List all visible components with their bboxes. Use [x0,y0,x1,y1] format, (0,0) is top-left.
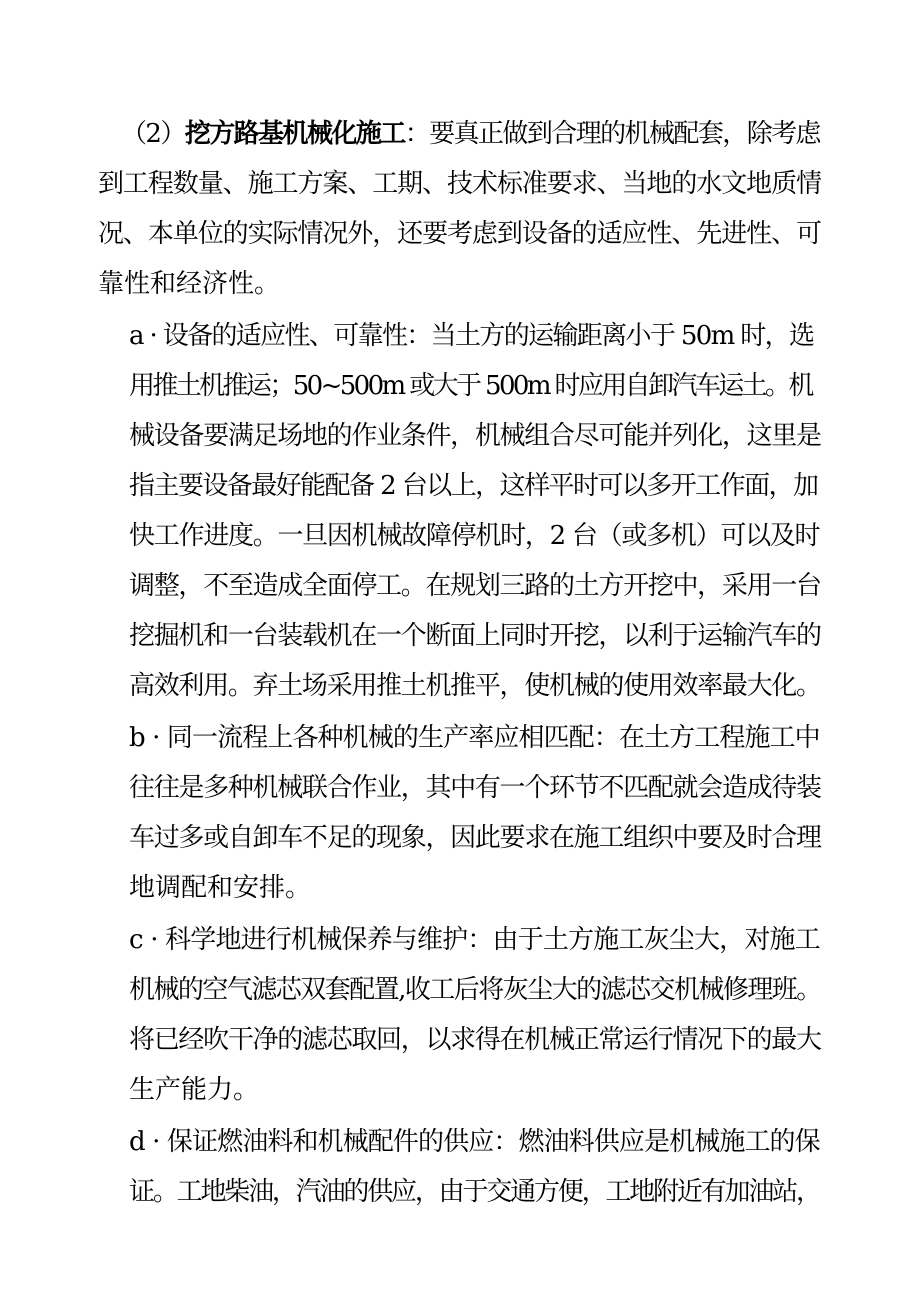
section2-heading: 挖方路基机械化施工 [184,119,405,149]
section2-line-4: 靠性和经济性。 [98,269,281,299]
item-a-line-8: 高效利用。弃土场采用推土机推平，使机械的使用效率最大化。 [129,671,821,701]
item-b-line-3: 车过多或自卸车不足的现象，因此要求在施工组织中要及时合理 [129,823,821,853]
item-a-line-1: a · 设备的适应性、可靠性：当土方的运输距离小于 50m 时，选 [129,321,814,351]
item-d-line-1: d · 保证燃油料和机械配件的供应：燃油料供应是机械施工的保 [129,1127,820,1157]
item-b-line-2: 往往是多种机械联合作业，其中有一个环节不匹配就会造成待装 [129,773,821,803]
section2-line-1-text: ：要真正做到合理的机械配套，除考虑 [404,119,820,149]
item-c-line-3: 将已经吹干净的滤芯取回，以求得在机械正常运行情况下的最大 [129,1025,821,1055]
item-c-line-2: 机械的空气滤芯双套配置,收工后将灰尘大的滤芯交机械修理班。 [129,975,821,1005]
item-a-line-7: 挖掘机和一台装载机在一个断面上同时开挖，以利于运输汽车的 [129,621,821,651]
section2-line-2: 到工程数量、施工方案、工期、技术标准要求、当地的水文地质情 [98,169,821,199]
item-b-line-1: b · 同一流程上各种机械的生产率应相匹配：在土方工程施工中 [129,723,820,753]
item-a-line-6: 调整，不至造成全面停工。在规划三路的土方开挖中，采用一台 [129,571,821,601]
item-a-line-3: 械设备要满足场地的作业条件，机械组合尽可能并列化，这里是 [129,421,821,451]
item-c-line-1: c · 科学地进行机械保养与维护：由于土方施工灰尘大，对施工 [129,925,820,955]
item-c-line-4: 生产能力。 [129,1075,260,1105]
item-a-line-5: 快工作进度。一旦因机械故障停机时，2 台（或多机）可以及时 [129,521,820,551]
item-d-line-2: 证。工地柴油，汽油的供应，由于交通方便，工地附近有加油站， [129,1177,820,1207]
section2-line-1 [121,116,821,152]
item-b-line-4: 地调配和安排。 [129,873,312,903]
section2-prefix: （2） [121,119,185,149]
item-a-line-4: 指主要设备最好能配备 2 台以上，这样平时可以多开工作面，加 [129,471,818,501]
item-a-line-2: 用推土机推运；50~500m 或大于 500m 时应用自卸汽车运土。机 [129,371,812,401]
section2-line-3: 况、本单位的实际情况外，还要考虑到设备的适应性、先进性、可 [98,219,821,249]
